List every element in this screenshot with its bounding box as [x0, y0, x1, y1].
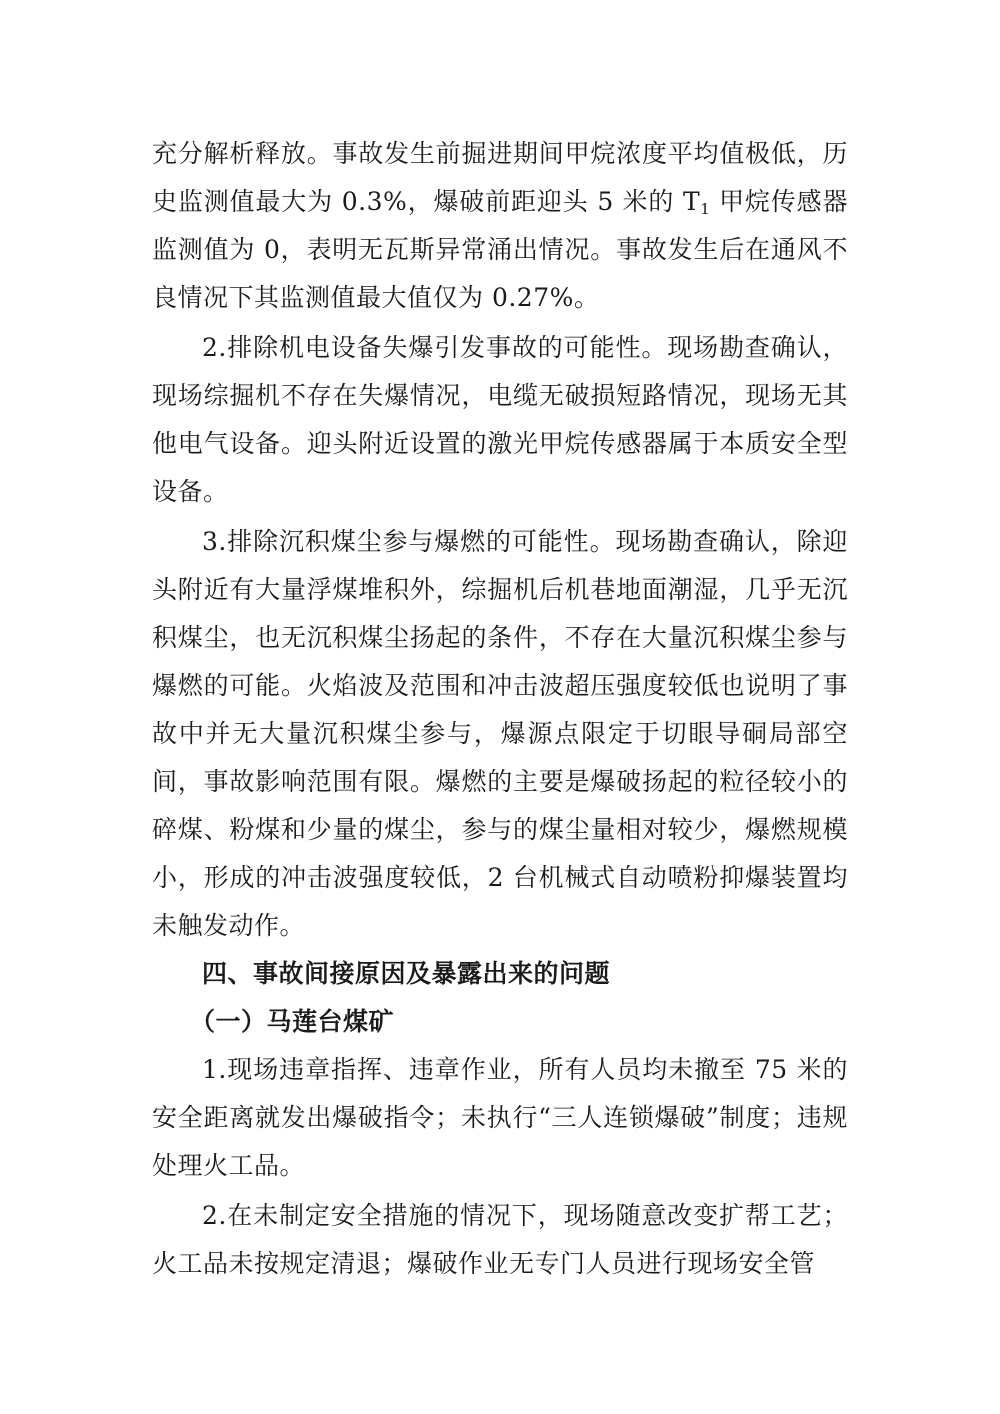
paragraph-line: 风不良情况下其监测值最大值仅为 0.27%。: [152, 235, 848, 312]
paragraph-violation-1: 1.现场违章指挥、违章作业，所有人员均未撤至 75 米的安全距离就发出爆破指令；未执行“三人连锁爆破”制度；违规处理火工品。: [152, 1055, 848, 1180]
paragraph-violation-2: 2.在未制定安全措施的情况下，现场随意改变扩帮工艺；火工品未按规定清退；爆破作业无专门人员进行现场安全管: [152, 1201, 848, 1278]
subsection-heading: （一）马莲台煤矿: [190, 1007, 395, 1036]
subscript-index: 1: [700, 200, 711, 218]
paragraph-exclude-coal-dust: 3.排除沉积煤尘参与爆燃的可能性。现场勘查确认，除迎头附近有大量浮煤堆积外，综掘机后机巷地面潮湿，几乎无沉积煤尘，也无沉积煤尘扬起的条件，不存在大量沉积煤尘参与爆燃的可能。火焰波及范围和冲击波超压强度较低也说明了事故中并无大量沉积煤尘参与，爆源点限定于切眼导硐局部空间，事故影响范围有限。爆燃的主要是爆破扬起的粒径较小的碎煤、粉煤和少量的煤尘，参与的煤尘量相对较少，爆燃规模小，形成的冲击波强度较低，2 台机械式自动喷粉抑爆装置均未触发动作。: [152, 527, 848, 940]
section-heading: 四、事故间接原因及暴露出来的问题: [202, 959, 611, 988]
paragraph-line: 器监测值为 0，表明无瓦斯异常涌出情况。事故发生后在通: [152, 187, 848, 264]
document-body: [152, 130, 848, 1288]
paragraph-exclude-electrical: 2.排除机电设备失爆引发事故的可能性。现场勘查确认，现场综掘机不存在失爆情况，电缆无破损短路情况，现场无其他电气设备。迎头附近设置的激光甲烷传感器属于本质安全型设备。: [152, 333, 848, 506]
paragraph-methane-analysis: [152, 130, 848, 322]
paragraph-line: 充分解析释放。事故发生前掘进期间甲烷浓度平均值极低，: [152, 139, 823, 168]
paragraph-line: 历史监测值最大为 0.3%，爆破前距迎头 5 米的 T: [152, 139, 848, 216]
paragraph-line: 甲烷传感: [710, 187, 823, 216]
